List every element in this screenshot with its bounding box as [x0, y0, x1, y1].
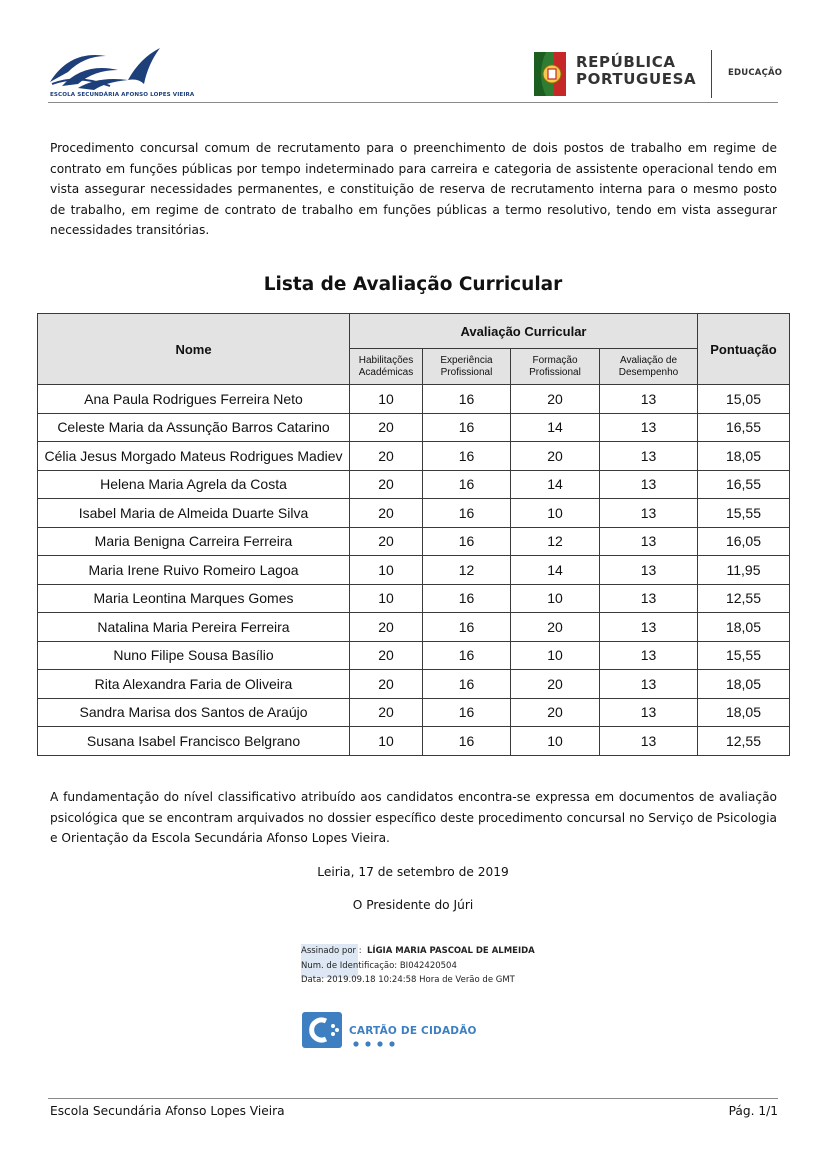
signature-date: Data: 2019.09.18 10:24:58 Hora de Verão de GMT	[301, 975, 515, 985]
cell-formacao: 10	[511, 584, 600, 613]
cell-habilitacoes: 20	[350, 698, 423, 727]
cell-avaliacao-desempenho: 13	[600, 556, 698, 585]
cell-habilitacoes: 10	[350, 584, 423, 613]
fundamentacao-paragraph: A fundamentação do nível classificativo atribuído aos candidatos encontra-se expressa em documentos de avaliação psicológica que se encontram arquivados no dossier específico deste procedimento concursal no Serviço de Psicologia e Orientação da Escola Secundária Afonso Lopes Vieira.	[50, 790, 777, 846]
cell-pontuacao: 16,55	[698, 470, 790, 499]
cell-pontuacao: 18,05	[698, 613, 790, 642]
table-row	[38, 442, 790, 471]
cell-pontuacao: 12,55	[698, 727, 790, 756]
cell-formacao: 14	[511, 413, 600, 442]
cell-avaliacao-desempenho: 13	[600, 527, 698, 556]
evaluation-table	[37, 313, 790, 756]
table-row	[38, 499, 790, 528]
date-line: Leiria, 17 de setembro de 2019	[317, 865, 509, 879]
cell-name: Susana Isabel Francisco Belgrano	[38, 727, 350, 756]
cell-experiencia: 16	[423, 499, 511, 528]
cell-experiencia: 16	[423, 670, 511, 699]
table-row	[38, 584, 790, 613]
cell-name: Maria Leontina Marques Gomes	[38, 584, 350, 613]
cell-pontuacao: 15,55	[698, 641, 790, 670]
cell-habilitacoes: 10	[350, 556, 423, 585]
table-row	[38, 385, 790, 414]
cell-name: Helena Maria Agrela da Costa	[38, 470, 350, 499]
signature-id: Num. de Identificação: BI042420504	[301, 960, 457, 971]
cell-name: Natalina Maria Pereira Ferreira	[38, 613, 350, 642]
header-name: Nome	[38, 314, 350, 385]
cell-experiencia: 12	[423, 556, 511, 585]
cell-habilitacoes: 20	[350, 613, 423, 642]
cell-habilitacoes: 10	[350, 385, 423, 414]
ministry-label: EDUCAÇÃO	[728, 68, 783, 78]
table-row	[38, 698, 790, 727]
cell-formacao: 14	[511, 556, 600, 585]
cell-avaliacao-desempenho: 13	[600, 641, 698, 670]
cell-experiencia: 16	[423, 613, 511, 642]
cell-name: Celeste Maria da Assunção Barros Catarino	[38, 413, 350, 442]
cartao-de-cidadao-label: CARTÃO DE CIDADÃO	[349, 1025, 477, 1037]
cell-avaliacao-desempenho: 13	[600, 727, 698, 756]
page-title: Lista de Avaliação Curricular	[263, 274, 563, 295]
header-rule	[48, 102, 778, 103]
cell-avaliacao-desempenho: 13	[600, 385, 698, 414]
cell-name: Maria Benigna Carreira Ferreira	[38, 527, 350, 556]
header-avaliacao-curricular: Avaliação Curricular	[350, 314, 698, 349]
cell-habilitacoes: 20	[350, 499, 423, 528]
cell-formacao: 10	[511, 499, 600, 528]
cell-pontuacao: 18,05	[698, 442, 790, 471]
table-body	[38, 385, 790, 756]
cell-name: Isabel Maria de Almeida Duarte Silva	[38, 499, 350, 528]
cell-formacao: 20	[511, 670, 600, 699]
cell-experiencia: 16	[423, 727, 511, 756]
gov-name-line1: REPÚBLICA	[576, 53, 676, 71]
cell-habilitacoes: 20	[350, 442, 423, 471]
cartao-de-cidadao-icon	[302, 1012, 342, 1048]
header-divider	[711, 50, 712, 98]
table-row	[38, 556, 790, 585]
signed-by-label: Assinado por :	[301, 946, 362, 956]
portuguese-coat-of-arms-icon	[532, 50, 568, 98]
cell-pontuacao: 18,05	[698, 670, 790, 699]
cell-pontuacao: 15,55	[698, 499, 790, 528]
school-logo-text: ESCOLA SECUNDÁRIA AFONSO LOPES VIEIRA	[50, 92, 195, 98]
cell-avaliacao-desempenho: 13	[600, 613, 698, 642]
cartao-dots-icon	[352, 1040, 402, 1048]
cell-formacao: 10	[511, 727, 600, 756]
cell-experiencia: 16	[423, 413, 511, 442]
table-row	[38, 413, 790, 442]
cell-experiencia: 16	[423, 641, 511, 670]
cell-name: Rita Alexandra Faria de Oliveira	[38, 670, 350, 699]
cell-name: Sandra Marisa dos Santos de Araújo	[38, 698, 350, 727]
page-number: Pág. 1/1	[728, 1104, 778, 1118]
cell-pontuacao: 16,55	[698, 413, 790, 442]
header-pontuacao: Pontuação	[698, 314, 790, 385]
cell-pontuacao: 15,05	[698, 385, 790, 414]
cell-formacao: 20	[511, 442, 600, 471]
table-row	[38, 470, 790, 499]
cell-experiencia: 16	[423, 470, 511, 499]
cell-habilitacoes: 20	[350, 527, 423, 556]
cell-experiencia: 16	[423, 385, 511, 414]
table-row	[38, 641, 790, 670]
cell-pontuacao: 18,05	[698, 698, 790, 727]
table-row	[38, 527, 790, 556]
table-row	[38, 670, 790, 699]
cell-formacao: 10	[511, 641, 600, 670]
cell-name: Nuno Filipe Sousa Basílio	[38, 641, 350, 670]
cell-formacao: 20	[511, 385, 600, 414]
footer-school-name: Escola Secundária Afonso Lopes Vieira	[50, 1104, 285, 1118]
cell-avaliacao-desempenho: 13	[600, 584, 698, 613]
cell-avaliacao-desempenho: 13	[600, 499, 698, 528]
cell-avaliacao-desempenho: 13	[600, 670, 698, 699]
cell-habilitacoes: 20	[350, 470, 423, 499]
intro-paragraph: Procedimento concursal comum de recrutamento para o preenchimento de dois postos de trabalho em regime de contrato em funções públicas por tempo indeterminado para carreira e categoria de assistente operacional tendo em vista assegurar necessidades permanentes, e constituição de reserva de recrutamento interna para o mesmo posto de trabalho, em regime de contrato de trabalho em funções públicas a termo resolutivo, tendo em vista assegurar necessidades transitórias.	[50, 141, 777, 238]
digital-signature	[301, 944, 541, 988]
gov-name-line2: PORTUGUESA	[576, 70, 697, 88]
header-avaliacao-desempenho: Avaliação de Desempenho	[600, 349, 698, 385]
cell-experiencia: 16	[423, 527, 511, 556]
cell-pontuacao: 11,95	[698, 556, 790, 585]
cell-experiencia: 16	[423, 698, 511, 727]
cell-avaliacao-desempenho: 13	[600, 470, 698, 499]
cell-habilitacoes: 10	[350, 727, 423, 756]
header-habilitacoes: Habilitações Académicas	[350, 349, 423, 385]
table-row	[38, 613, 790, 642]
table-row	[38, 727, 790, 756]
cell-name: Maria Irene Ruivo Romeiro Lagoa	[38, 556, 350, 585]
cell-formacao: 12	[511, 527, 600, 556]
cell-name: Ana Paula Rodrigues Ferreira Neto	[38, 385, 350, 414]
header-formacao: Formação Profissional	[511, 349, 600, 385]
cell-habilitacoes: 20	[350, 413, 423, 442]
cell-formacao: 14	[511, 470, 600, 499]
cell-habilitacoes: 20	[350, 670, 423, 699]
cell-experiencia: 16	[423, 442, 511, 471]
cell-formacao: 20	[511, 613, 600, 642]
cell-experiencia: 16	[423, 584, 511, 613]
cell-habilitacoes: 20	[350, 641, 423, 670]
cell-avaliacao-desempenho: 13	[600, 442, 698, 471]
cell-pontuacao: 12,55	[698, 584, 790, 613]
footer-rule	[48, 1098, 778, 1099]
header-experiencia: Experiência Profissional	[423, 349, 511, 385]
cell-name: Célia Jesus Morgado Mateus Rodrigues Madiev	[38, 442, 350, 471]
cell-pontuacao: 16,05	[698, 527, 790, 556]
cell-avaliacao-desempenho: 13	[600, 698, 698, 727]
cell-formacao: 20	[511, 698, 600, 727]
cell-avaliacao-desempenho: 13	[600, 413, 698, 442]
president-line: O Presidente do Júri	[352, 898, 474, 912]
signer-name: LÍGIA MARIA PASCOAL DE ALMEIDA	[367, 946, 535, 956]
